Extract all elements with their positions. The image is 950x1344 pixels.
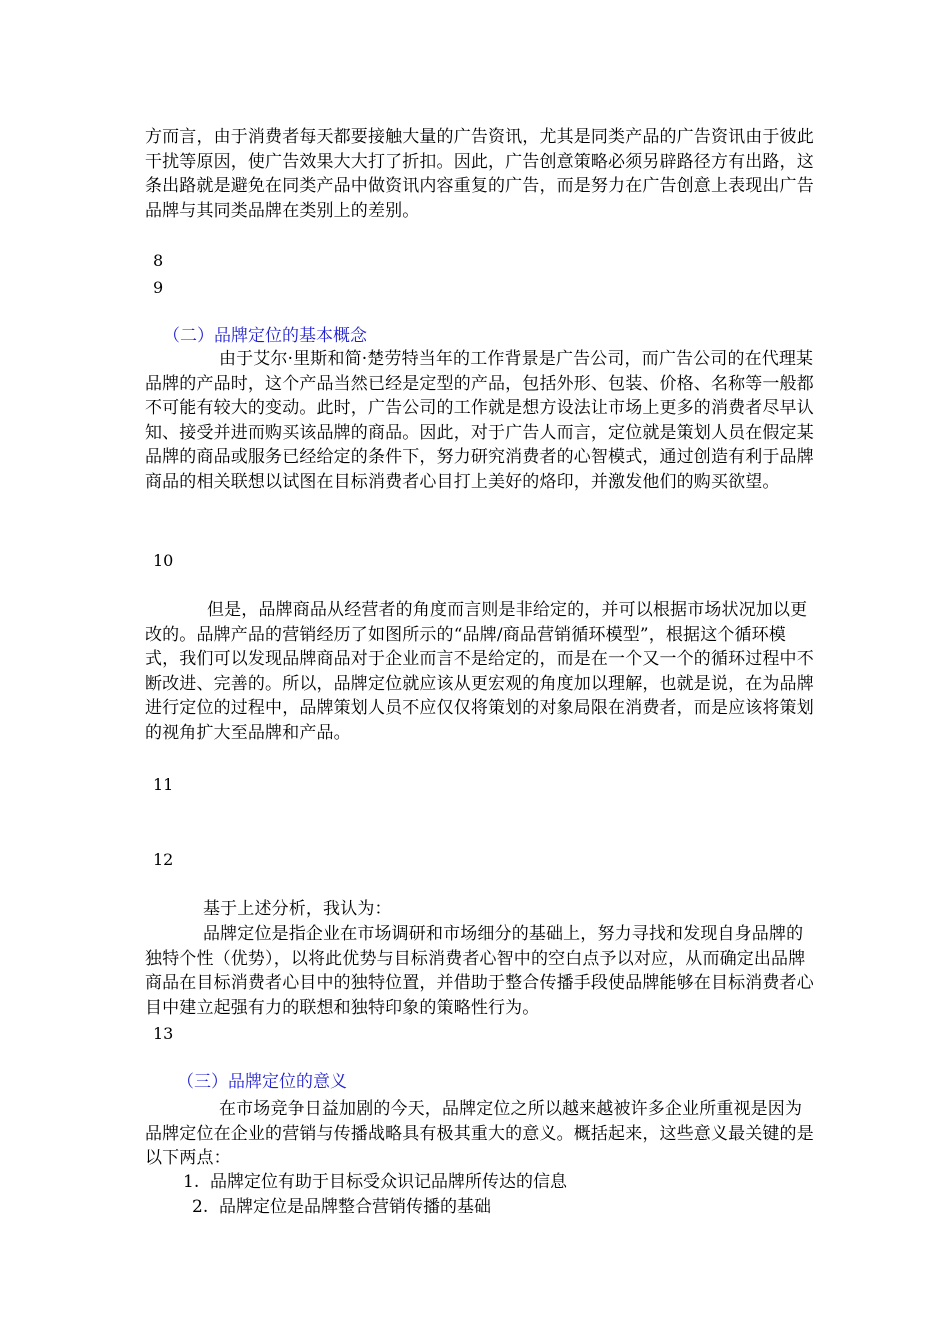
paragraph-6: 在市场竞争日益加剧的今天，品牌定位之所以越来越被许多企业所重视是因为品牌定位在企业的营销与传播战略具有极其重大的意义。概括起来，这些意义最关键的是以下两点： — [145, 1099, 814, 1168]
list-marker: 2. — [192, 1197, 209, 1217]
paragraph-5-definition: 品牌定位是指企业在市场调研和市场细分的基础上，努力寻找和发现自身品牌的独特个性（优势），以将此优势与目标消费者心智中的空白点予以对应，从而确定出品牌商品在目标消费者心目中的独特位置，并借助于整合传播手段使品牌能够在目标消费者心目中建立起强有力的联想和独特印象的策略性行为。 — [145, 924, 814, 1018]
page-number-12: 12 — [153, 850, 174, 869]
list-item — [183, 1171, 567, 1193]
list-item — [192, 1196, 491, 1218]
section-heading-2: （二）品牌定位的基本概念 — [163, 326, 367, 346]
paragraph-1: 方而言，由于消费者每天都要接触大量的广告资讯，尤其是同类产品的广告资讯由于彼此干扰等原因，使广告效果大大打了折扣。因此，广告创意策略必须另辟路径方有出路，这条出路就是避免在同类产品中做资讯内容重复的广告，而是努力在广告创意上表现出广告品牌与其同类品牌在类别上的差别。 — [145, 127, 814, 221]
page-number-8: 8 — [153, 251, 164, 270]
paragraph-4: 基于上述分析，我认为： — [203, 899, 392, 919]
page-number-9: 9 — [153, 278, 164, 297]
paragraph-2: 由于艾尔·里斯和简·楚劳特当年的工作背景是广告公司，而广告公司的在代理某品牌的产品时，这个产品当然已经是定型的产品，包括外形、包装、价格、名称等一般都不可能有较大的变动。此时，广告公司的工作就是想方设法让市场上更多的消费者尽早认知、接受并进而购买该品牌的商品。因此，对于广告人而言，定位就是策划人员在假定某品牌的商品或服务已经给定的条件下，努力研究消费者的心智模式，通过创造有利于品牌商品的相关联想以试图在目标消费者心目打上美好的烙印，并激发他们的购买欲望。 — [145, 349, 814, 492]
paragraph-3: 但是，品牌商品从经营者的角度而言则是非给定的，并可以根据市场状况加以更改的。品牌产品的营销经历了如图所示的“品牌/商品营销循环模型”，根据这个循环模式，我们可以发现品牌商品对于企业而言不是给定的，而是在一个又一个的循环过程中不断改进、完善的。所以，品牌定位就应该从更宏观的角度加以理解，也就是说，在为品牌进行定位的过程中，品牌策划人员不应仅仅将策划的对象局限在消费者，而是应该将策划的视角扩大至品牌和产品。 — [145, 600, 814, 743]
page-number-10: 10 — [153, 551, 174, 570]
list-item-text: 品牌定位是品牌整合营销传播的基础 — [219, 1197, 492, 1217]
page-number-13: 13 — [153, 1024, 174, 1043]
page-number-11: 11 — [153, 775, 174, 794]
section-heading-3: （三）品牌定位的意义 — [177, 1072, 347, 1092]
list-marker: 1. — [183, 1172, 200, 1192]
list-item-text: 品牌定位有助于目标受众识记品牌所传达的信息 — [210, 1172, 568, 1192]
